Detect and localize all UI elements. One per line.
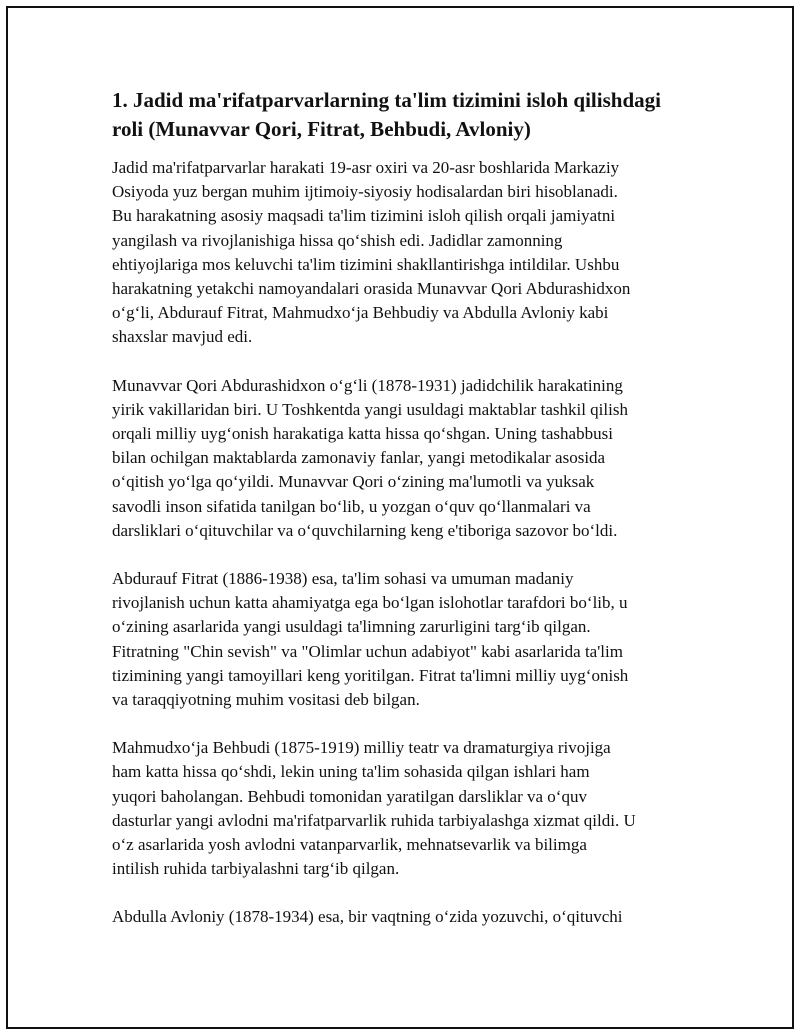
- text-line: o‘g‘li, Abdurauf Fitrat, Mahmudxo‘ja Behbudiy va Abdulla Avloniy kabi: [112, 303, 609, 323]
- text-line: savodli inson sifatida tanilgan bo‘lib, u yozgan o‘quv qo‘llanmalari va: [112, 496, 591, 516]
- text-line: va taraqqiyotning muhim vositasi deb bilgan.: [112, 690, 420, 710]
- text-line: o‘qitish yo‘lga qo‘yildi. Munavvar Qori o‘zining ma'lumotli va yuksak: [112, 472, 595, 492]
- text-line: orqali milliy uyg‘onish harakatiga katta hissa qo‘shgan. Uning tashabbusi: [112, 424, 613, 444]
- text-line: o‘z asarlarida yosh avlodni vatanparvarlik, mehnatsevarlik va bilimga: [112, 835, 587, 855]
- text-line: Abdurauf Fitrat (1886-1938) esa, ta'lim sohasi va umuman madaniy: [112, 569, 574, 589]
- text-line: Fitratning "Chin sevish" va "Olimlar uchun adabiyot" kabi asarlarida ta'lim: [112, 641, 623, 661]
- title-line: roli (Munavvar Qori, Fitrat, Behbudi, Avloniy): [112, 117, 531, 141]
- text-line: bilan ochilgan maktablarda zamonaviy fanlar, yangi metodikalar asosida: [112, 448, 606, 468]
- title-line: 1. Jadid ma'rifatparvarlarning ta'lim tizimini isloh qilishdagi: [112, 88, 661, 112]
- paragraph-munavvar-qori: [112, 374, 686, 543]
- paragraph-behbudi: [112, 736, 686, 881]
- text-line: o‘zining asarlarida yangi usuldagi ta'limning zarurligini targ‘ib qilgan.: [112, 617, 591, 637]
- text-line: ehtiyojlariga mos keluvchi ta'lim tizimini shakllantirishga intildilar. Ushbu: [112, 254, 620, 274]
- text-line: Jadid ma'rifatparvarlar harakati 19-asr oxiri va 20-asr boshlarida Markaziy: [112, 158, 620, 177]
- document-body: [112, 86, 686, 954]
- paragraph-fitrat: [112, 567, 686, 712]
- text-line: yangilash va rivojlanishiga hissa qo‘shish edi. Jadidlar zamonning: [112, 230, 563, 250]
- paragraph-avloniy: [112, 905, 686, 929]
- paragraph-intro: [112, 156, 686, 350]
- text-line: rivojlanish uchun katta ahamiyatga ega bo‘lgan islohotlar tarafdori bo‘lib, u: [112, 593, 628, 613]
- text-line: Bu harakatning asosiy maqsadi ta'lim tizimini isloh qilish orqali jamiyatni: [112, 206, 616, 226]
- text-line: yuqori baholangan. Behbudi tomonidan yaratilgan darsliklar va o‘quv: [112, 786, 587, 806]
- text-line: Osiyoda yuz bergan muhim ijtimoiy-siyosiy hodisalardan biri hisoblanadi.: [112, 182, 618, 202]
- text-line: ham katta hissa qo‘shdi, lekin uning ta'lim sohasida qilgan ishlari ham: [112, 762, 590, 782]
- text-line: Mahmudxo‘ja Behbudi (1875-1919) milliy teatr va dramaturgiya rivojiga: [112, 738, 611, 758]
- section-title: [112, 86, 686, 144]
- text-line: shaxslar mavjud edi.: [112, 327, 253, 347]
- text-line: dasturlar yangi avlodni ma'rifatparvarlik ruhida tarbiyalashga xizmat qildi. U: [112, 810, 636, 830]
- text-line: tizimining yangi tamoyillari keng yoritilgan. Fitrat ta'limni milliy uyg‘onish: [112, 665, 629, 685]
- text-line: darsliklari o‘qituvchilar va o‘quvchilarning keng e'tiboriga sazovor bo‘ldi.: [112, 520, 618, 540]
- text-line: yirik vakillaridan biri. U Toshkentda yangi usuldagi maktablar tashkil qilish: [112, 399, 628, 419]
- text-line: Munavvar Qori Abdurashidxon o‘g‘li (1878-1931) jadidchilik harakatining: [112, 375, 623, 395]
- text-line: intilish ruhida tarbiyalashni targ‘ib qilgan.: [112, 859, 400, 879]
- text-line: harakatning yetakchi namoyandalari orasida Munavvar Qori Abdurashidxon: [112, 279, 631, 299]
- text-line: Abdulla Avloniy (1878-1934) esa, bir vaqtning o‘zida yozuvchi, o‘qituvchi: [112, 907, 623, 927]
